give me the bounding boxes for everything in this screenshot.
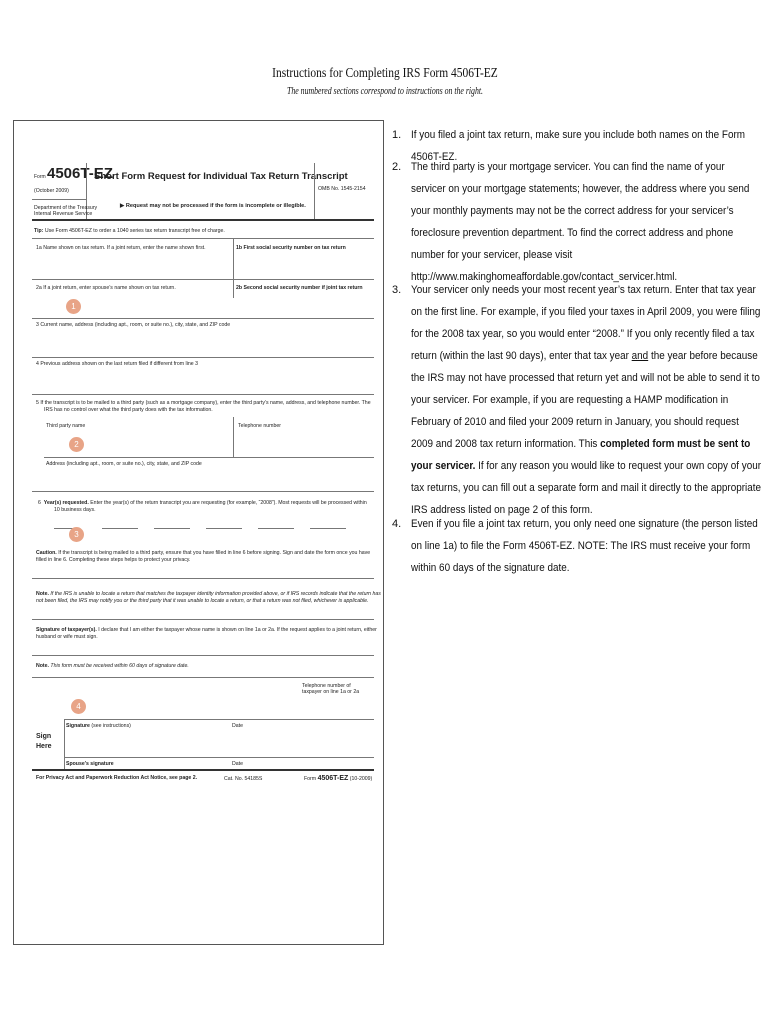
- note-1-text-2: not been filed, the IRS may notify you or the third party that it was unable to locate a return, or that a return was not filed, whichever is applicable.: [36, 598, 369, 604]
- instruction-3-number: 3.: [392, 284, 402, 296]
- catalog-number: Cat. No. 54185S: [224, 776, 263, 782]
- section-badge-3: 3: [69, 527, 84, 542]
- section-badge-1: 1: [66, 299, 81, 314]
- instruction-2-number: 2.: [392, 161, 402, 173]
- line-4-label: 4 Previous address shown on the last return filed if different from line 3: [36, 361, 198, 367]
- page-subtitle: The numbered sections correspond to instructions on the right.: [287, 86, 483, 97]
- form-date: (October 2009): [34, 188, 69, 194]
- line-5-text-2: IRS has no control over what the third party does with the tax information.: [44, 407, 213, 413]
- section-badge-4: 4: [71, 699, 86, 714]
- line-1a-label: 1a Name shown on tax return. If a joint return, enter the name shown first.: [36, 245, 206, 251]
- instruction-2-text: The third party is your mortgage servicer. You can find the name of your servicer on your mortgage statements; however, the address where you send your monthly payments may not be the correct address for your servicer’s foreclosure prevention department. To find the correct address and phone number for your servicer, please visit http://www.makinghomeaffordable.gov/contact_servicer.html.: [411, 161, 750, 283]
- instruction-2: [392, 156, 760, 288]
- here-label: Here: [36, 743, 52, 750]
- line-2b-label: 2b Second social security number if joint tax return: [236, 285, 363, 291]
- line-3-label: 3 Current name, address (including apt., room, or suite no.), city, state, and ZIP code: [36, 322, 231, 328]
- tip-text: Use Form 4506T-EZ to order a 1040 series tax return transcript free of charge.: [44, 228, 225, 234]
- telephone-number-label: Telephone number: [238, 423, 281, 429]
- tip-label: Tip:: [34, 228, 44, 234]
- telephone-taxpayer-label-1: Telephone number of: [302, 683, 351, 689]
- instruction-1-number: 1.: [392, 129, 402, 141]
- instruction-3: [392, 279, 760, 521]
- line-6-text-2: 10 business days.: [54, 507, 96, 513]
- page-title: Instructions for Completing IRS Form 4506T-EZ: [272, 66, 498, 81]
- spouse-signature-label: Spouse’s signature: [66, 761, 114, 767]
- form-number: 4506T-EZ: [47, 165, 113, 182]
- telephone-taxpayer-label-2: taxpayer on line 1a or 2a: [302, 689, 360, 695]
- form-image-frame: [13, 120, 384, 945]
- instruction-1-text: If you filed a joint tax return, make sure you include both names on the Form 4506T-EZ.: [411, 129, 746, 163]
- caution-text-2: filled in line 6. Completing these steps helps to protect your privacy.: [36, 557, 191, 563]
- note-1-text: If the IRS is unable to locate a return that matches the taxpayer identity information provided above, or if IRS records indicate that the return has: [50, 591, 381, 597]
- sign-label: Sign: [36, 733, 52, 740]
- privacy-notice: For Privacy Act and Paperwork Reduction Act Notice, see page 2.: [36, 775, 198, 781]
- instruction-3-bold: completed form must be sent to your servicer.: [411, 438, 751, 472]
- line-6-label: Year(s) requested.: [43, 500, 89, 506]
- line-5-address-label: Address (including apt., room, or suite no.), city, state, and ZIP code: [46, 461, 202, 467]
- line-2a-label: 2a If a joint return, enter spouse’s name shown on tax return.: [36, 285, 176, 291]
- third-party-name-label: Third party name: [46, 423, 86, 429]
- instruction-4-text: Even if you file a joint tax return, you only need one signature (the person listed on line 1a) to file the Form 4506T-EZ. NOTE: The IRS must receive your form within 60 days of the signature date.: [411, 518, 758, 574]
- footer-form-label: Form: [304, 776, 317, 782]
- date-label: Date: [232, 723, 243, 729]
- signature-taxpayer-text-2: husband or wife must sign.: [36, 634, 98, 640]
- note-1-label: Note.: [36, 591, 49, 597]
- line-6-number: 6: [38, 500, 41, 506]
- line-6-text: Enter the year(s) of the return transcript you are requesting (for example, “2008”). Most requests will be processed within: [90, 500, 367, 506]
- form-title: Short Form Request for Individual Tax Return Transcript: [94, 171, 348, 182]
- footer-form-number: 4506T-EZ: [317, 775, 349, 782]
- dept-line-1: Department of the Treasury: [34, 205, 98, 211]
- section-badge-2: 2: [69, 437, 84, 452]
- caution-text: If the transcript is being mailed to a third party, ensure that you have filled in line 6 before signing. Sign and date the form once you have: [58, 550, 371, 556]
- omb-number: OMB No. 1545-2154: [318, 186, 366, 192]
- instruction-4-number: 4.: [392, 518, 402, 530]
- signature-taxpayer-text: I declare that I am either the taxpayer whose name is shown on line 1a or 2a. If the request applies to a joint return, either: [98, 627, 377, 633]
- date-label-2: Date: [232, 761, 243, 767]
- signature-label: Signature: [66, 723, 90, 729]
- form-notice: ▶ Request may not be processed if the form is incomplete or illegible.: [120, 203, 306, 209]
- footer-form-date: (10-2009): [349, 776, 373, 782]
- line-5-text: 5 If the transcript is to be mailed to a third party (such as a mortgage company), enter the third party’s name, address, and telephone number. The: [36, 400, 371, 406]
- note-2-label: Note.: [36, 663, 49, 669]
- signature-hint: (see instructions): [91, 723, 131, 729]
- instruction-3-text: Your servicer only needs your most recent year’s tax return. Enter that tax year on the first line. For example, if you filed your taxes in April 2009, you were filing for the 2008 tax year, so you would enter “2008.” If you only recently filed a tax return (within the last 90 days), enter that tax year and the year before because the IRS may not have processed that return yet and will not be able to send it to your servicer. For example, if you are requesting a HAMP modification in February of 2010 and filed your 2009 return in January, you should request 2009 and 2008 tax return information. This completed form must be sent to your servicer. If for any reason you would like to request your own copy of your tax returns, you can fill out a separate form and mail it directly to the appropriate IRS address listed on page 2 of this form.: [411, 284, 762, 516]
- note-2-text: This form must be received within 60 days of signature date.: [50, 663, 189, 669]
- dept-line-2: Internal Revenue Service: [34, 211, 93, 217]
- form-label: Form: [34, 174, 46, 180]
- caution-label: Caution.: [36, 550, 57, 556]
- instruction-4: [392, 513, 760, 579]
- instruction-3-underline: and: [631, 350, 649, 362]
- line-1b-label: 1b First social security number on tax return: [236, 245, 346, 251]
- signature-taxpayer-label: Signature of taxpayer(s).: [36, 627, 97, 633]
